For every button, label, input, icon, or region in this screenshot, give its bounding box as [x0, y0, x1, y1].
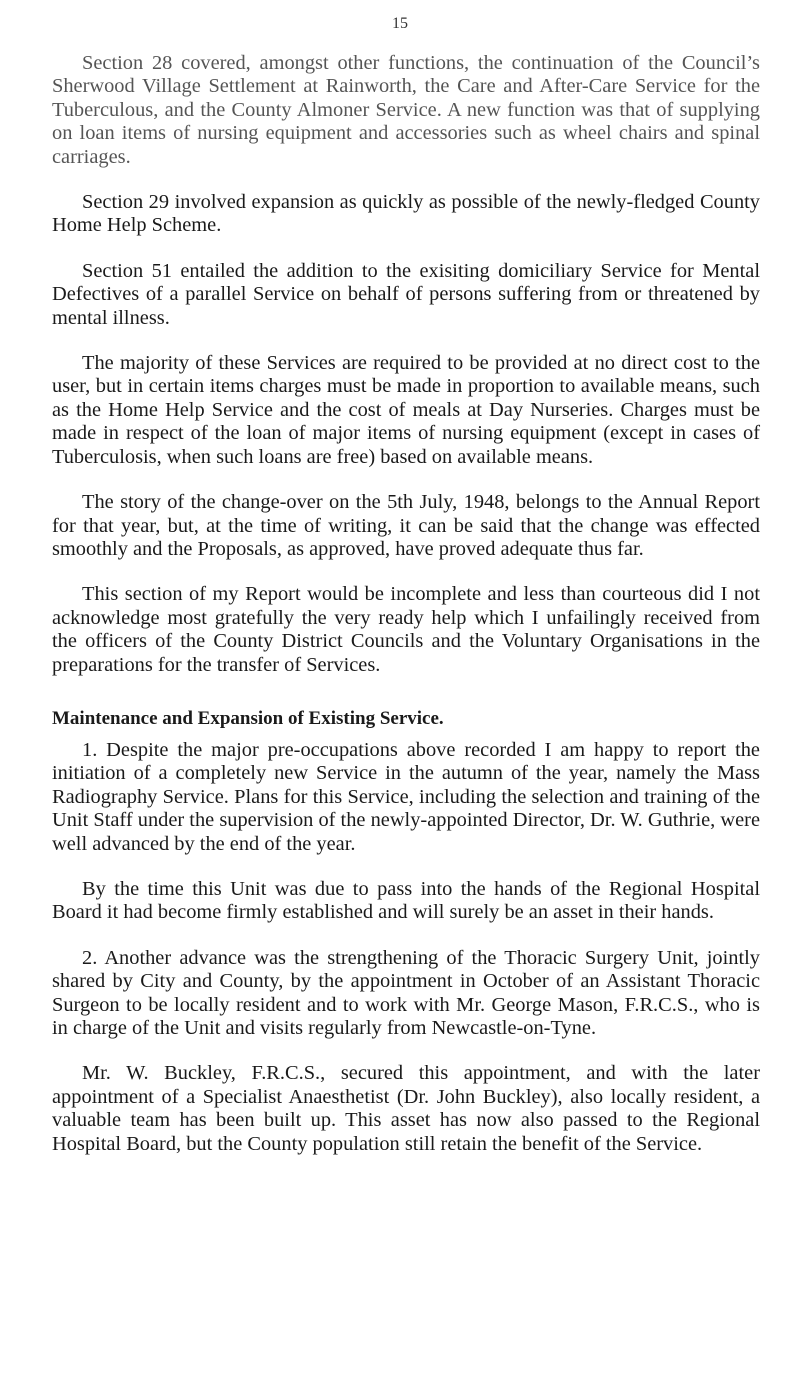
paragraph-section-28: Section 28 covered, amongst other functions, the continuation of the Council’s Sherwood Village Settlement at Rainworth, the Care and After-Care Service for the Tuberculous, and the County Almoner Service. A new function was that of supplying on loan items of nursing equipment and accessories such as wheel chairs and spinal carriages.: [52, 52, 760, 168]
paragraph-thoracic-surgery: 2. Another advance was the strengthening of the Thoracic Surgery Unit, jointly shared by City and County, by the appointment in October of an Assistant Thoracic Surgeon to be locally resident and to work with Mr. George Mason, F.R.C.S., who is in charge of the Unit and visits regularly from Newcastle-on-Tyne.: [52, 946, 760, 1039]
section-heading: Maintenance and Expansion of Existing Service.: [52, 707, 444, 729]
paragraph-buckley-appointment: Mr. W. Buckley, F.R.C.S., secured this appointment, and with the later appointment of a Specialist Anaesthetist (Dr. John Buckley), also locally resident, a valuable team has been built up. This asset has now also passed to the Regional Hospital Board, but the County population still retain the benefit of the Service.: [52, 1062, 760, 1155]
body-text: [52, 52, 760, 1156]
paragraph-regional-board: By the time this Unit was due to pass into the hands of the Regional Hospital Board it had become firmly established and will surely be an asset in their hands.: [52, 877, 760, 924]
paragraph-section-29: Section 29 involved expansion as quickly as possible of the newly-fledged County Home Help Scheme.: [52, 191, 760, 237]
paragraph-change-over: The story of the change-over on the 5th July, 1948, belongs to the Annual Report for that year, but, at the time of writing, it can be said that the change was effected smoothly and the Proposals, as approved, have proved adequate thus far.: [52, 491, 760, 560]
page-number: 15: [392, 15, 408, 32]
paragraph-mass-radiography: 1. Despite the major pre-occupations above recorded I am happy to report the initiation of a completely new Service in the autumn of the year, namely the Mass Radiography Service. Plans for this Service, including the selection and training of the Unit Staff under the supervision of the newly-appointed Director, Dr. W. Guthrie, were well advanced by the end of the year.: [52, 738, 760, 855]
paragraph-section-51: Section 51 entailed the addition to the exisiting domiciliary Service for Mental Defectives of a parallel Service on behalf of persons suffering from or threatened by mental illness.: [52, 259, 760, 329]
paragraph-charges: The majority of these Services are required to be provided at no direct cost to the user, but in certain items charges must be made in proportion to available means, such as the Home Help Service and the cost of meals at Day Nurseries. Charges must be made in respect of the loan of major items of nursing equipment (except in cases of Tuberculosis, when such loans are free) based on available means.: [52, 352, 760, 468]
paragraph-acknowledgement: This section of my Report would be incomplete and less than courteous did I not acknowledge most gratefully the very ready help which I unfailingly received from the officers of the County District Councils and the Voluntary Organisations in the preparations for the transfer of Services.: [52, 583, 760, 676]
